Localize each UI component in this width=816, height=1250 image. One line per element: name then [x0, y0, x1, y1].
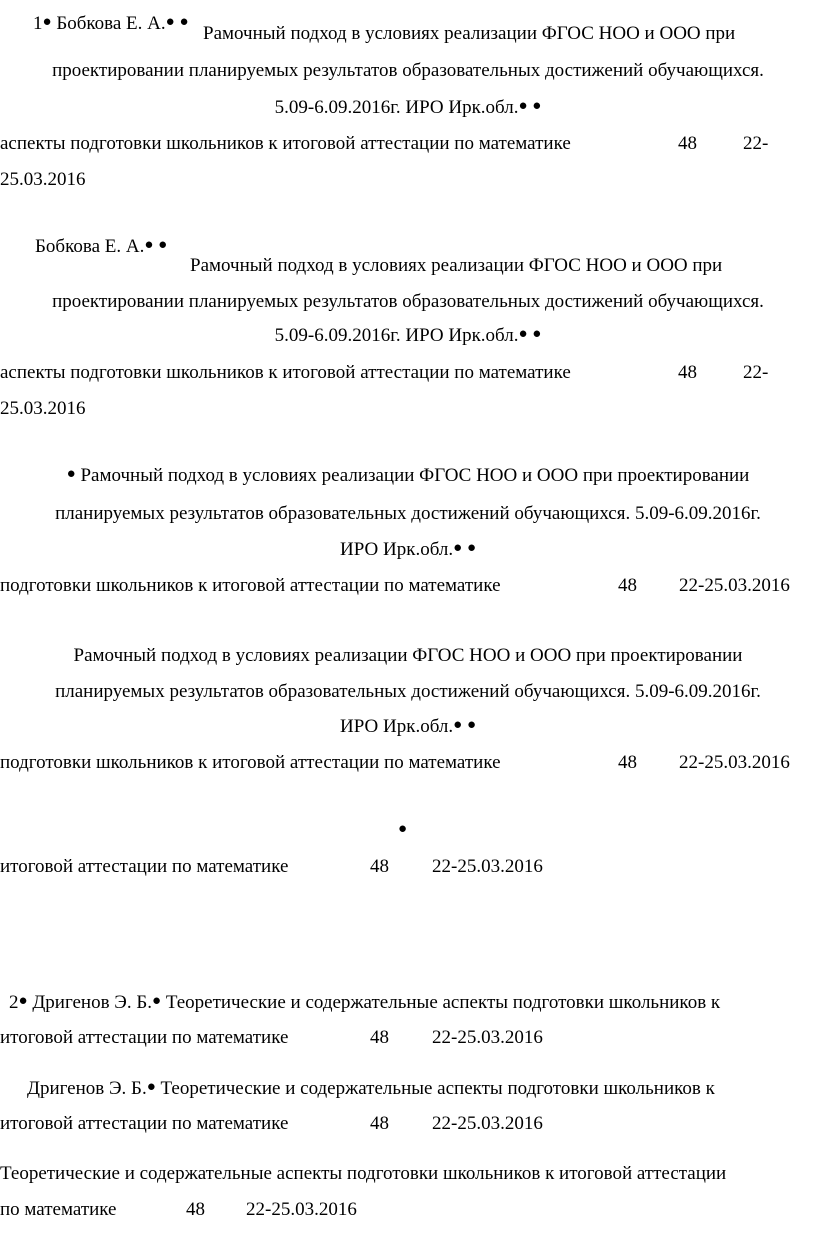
bullet-icon: ●: [453, 540, 463, 556]
bullet-icon: ●: [466, 717, 476, 733]
course-title-line: проектировании планируемых результатов образовательных достижений обучающихся.: [52, 291, 764, 312]
course-hours: 48: [618, 575, 637, 596]
row-number: 2: [9, 992, 19, 1013]
bullet-icon: ●: [158, 237, 168, 253]
course-date: 22-25.03.2016: [679, 575, 790, 596]
course-hours: 48: [186, 1199, 205, 1220]
bullet-icon: ●: [18, 993, 28, 1009]
course-hours: 48: [370, 1113, 389, 1134]
bullet-icon: ●: [466, 540, 476, 556]
course-name-tail: итоговой аттестации по математике: [0, 1027, 289, 1048]
course-date: 25.03.2016: [0, 169, 86, 190]
course-date-place: [0, 325, 816, 348]
course-title-text: Теоретические и содержательные аспекты подготовки школьников к: [160, 1078, 715, 1099]
course-name-tail: аспекты подготовки школьников к итоговой аттестации по математике: [0, 362, 571, 383]
course-date: 22-25.03.2016: [432, 1027, 543, 1048]
course-date: 22-: [743, 133, 769, 154]
course-name-tail: итоговой аттестации по математике: [0, 1113, 289, 1134]
bullet-icon: [398, 820, 407, 843]
author-name: Бобкова Е. А.: [35, 236, 145, 257]
bullet-icon: ●: [42, 14, 52, 30]
course-title-text: Рамочный подход в условиях реализации ФГОС НОО и ООО при проектировании: [80, 465, 750, 486]
course-date: 22-: [743, 362, 769, 383]
entry-1-header: [33, 13, 189, 36]
bullet-icon: ●: [144, 237, 154, 253]
bullet-icon: ●: [532, 326, 542, 342]
course-date: 22-25.03.2016: [679, 752, 790, 773]
bullet-icon: ●: [518, 98, 528, 114]
course-title-line: Рамочный подход в условиях реализации ФГОС НОО и ООО при: [190, 255, 723, 276]
author-name: Дригенов Э. Б.: [32, 992, 153, 1013]
bullet-icon: ●: [165, 14, 175, 30]
course-title-line: Рамочный подход в условиях реализации ФГОС НОО и ООО при: [203, 23, 736, 44]
bullet-icon: ●: [453, 717, 463, 733]
bullet-icon: ●: [146, 1079, 156, 1095]
course-hours: 48: [678, 133, 697, 154]
bullet-icon: ●: [66, 466, 76, 482]
course-date-place: [0, 97, 816, 120]
author-name: Дригенов Э. Б.: [27, 1078, 147, 1099]
date-place-text: 5.09-6.09.2016г. ИРО Ирк.обл.: [274, 97, 519, 118]
course-hours: 48: [618, 752, 637, 773]
course-place: [0, 716, 816, 739]
course-title-line: планируемых результатов образовательных достижений обучающихся. 5.09-6.09.2016г.: [55, 503, 761, 524]
course-date: 22-25.03.2016: [432, 1113, 543, 1134]
course-date: 22-25.03.2016: [246, 1199, 357, 1220]
bullet-icon: ●: [532, 98, 542, 114]
entry-2-header: [9, 992, 720, 1015]
course-title-line: планируемых результатов образовательных достижений обучающихся. 5.09-6.09.2016г.: [55, 681, 761, 702]
course-title-line: [0, 465, 816, 488]
course-name-tail: итоговой аттестации по математике: [0, 856, 289, 877]
course-title-line: проектировании планируемых результатов образовательных достижений обучающихся.: [52, 60, 764, 81]
bullet-icon: ●: [398, 821, 408, 837]
entry-1-header: [35, 236, 167, 259]
course-title-text: Теоретические и содержательные аспекты подготовки школьников к: [165, 992, 721, 1013]
entry-2-header: [27, 1078, 715, 1101]
date-place-text: 5.09-6.09.2016г. ИРО Ирк.обл.: [274, 325, 519, 346]
place-text: ИРО Ирк.обл.: [340, 539, 454, 560]
course-name-tail: аспекты подготовки школьников к итоговой аттестации по математике: [0, 133, 571, 154]
course-date: 22-25.03.2016: [432, 856, 543, 877]
course-date: 25.03.2016: [0, 398, 86, 419]
course-name-tail: по математике: [0, 1199, 117, 1220]
place-text: ИРО Ирк.обл.: [340, 716, 454, 737]
bullet-icon: ●: [152, 993, 162, 1009]
course-hours: 48: [370, 1027, 389, 1048]
row-number: 1: [33, 13, 43, 34]
bullet-icon: ●: [518, 326, 528, 342]
course-hours: 48: [678, 362, 697, 383]
course-place: [0, 539, 816, 562]
author-name: Бобкова Е. А.: [56, 13, 166, 34]
course-name-tail: подготовки школьников к итоговой аттестации по математике: [0, 575, 501, 596]
course-title-line: Теоретические и содержательные аспекты подготовки школьников к итоговой аттестации: [0, 1163, 727, 1184]
bullet-icon: ●: [179, 14, 189, 30]
course-name-tail: подготовки школьников к итоговой аттестации по математике: [0, 752, 501, 773]
course-hours: 48: [370, 856, 389, 877]
course-title-line: Рамочный подход в условиях реализации ФГОС НОО и ООО при проектировании: [73, 645, 743, 666]
